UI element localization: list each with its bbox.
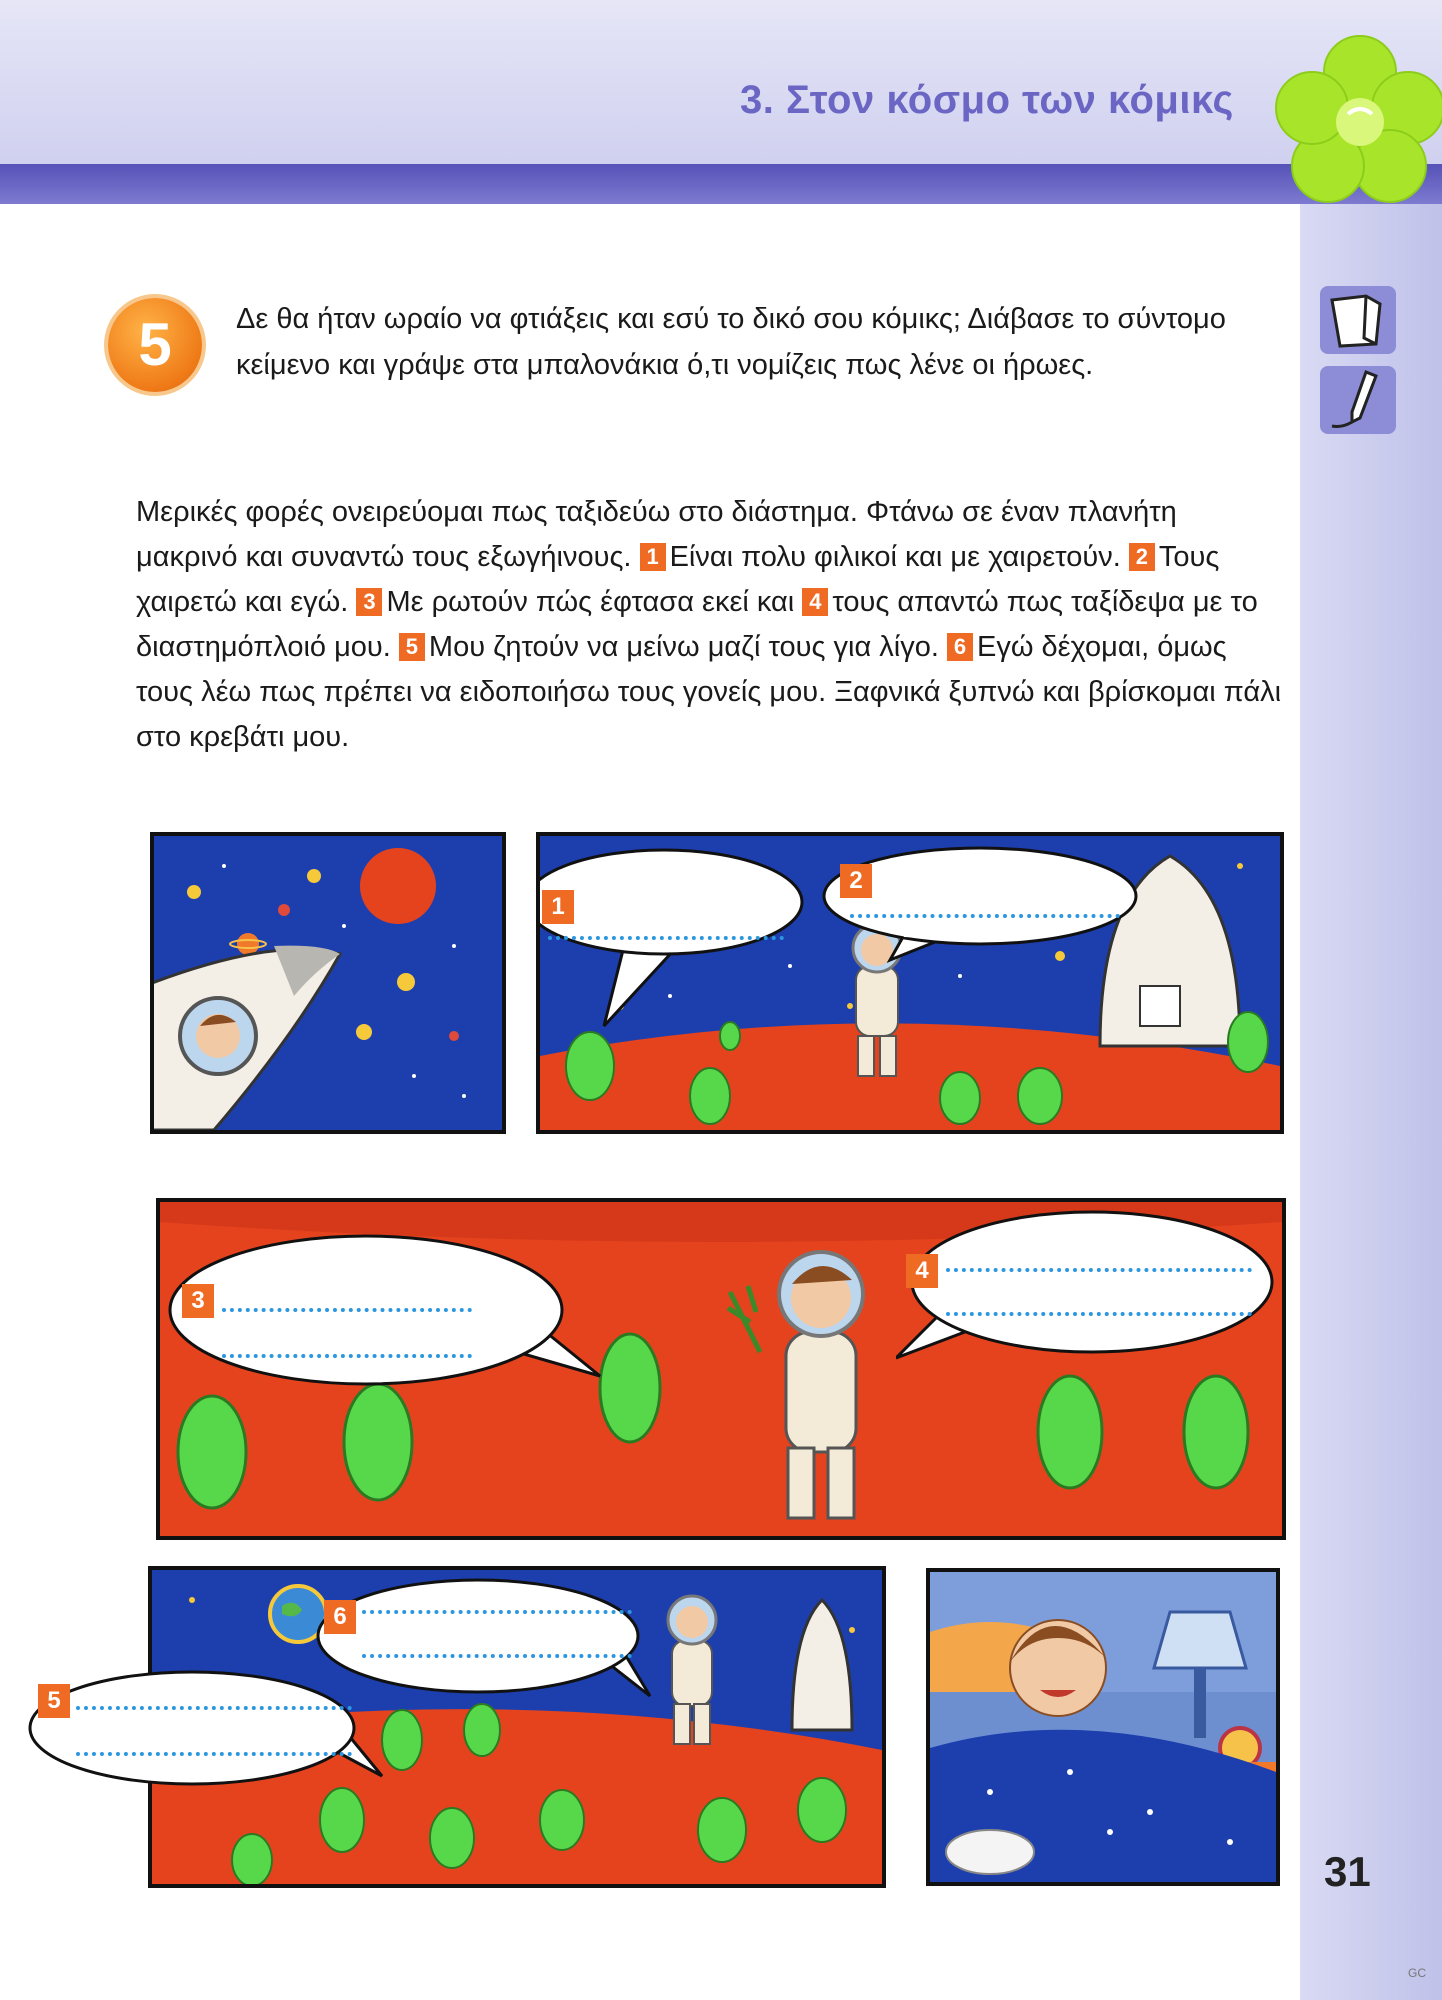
write-line[interactable] bbox=[946, 1312, 1252, 1316]
write-line[interactable] bbox=[548, 936, 784, 940]
chapter-title: 3. Στον κόσμο των κόμικς bbox=[740, 78, 1234, 122]
speech-bubble-3[interactable] bbox=[166, 1226, 596, 1396]
cat bbox=[946, 1830, 1034, 1874]
write-line[interactable] bbox=[76, 1706, 352, 1710]
bubble-number: 1 bbox=[542, 890, 574, 924]
page-number: 31 bbox=[1324, 1848, 1371, 1895]
story-part-1: Είναι πολυ φιλικοί και με χαιρετούν. bbox=[669, 541, 1121, 573]
speech-bubble-2[interactable] bbox=[820, 840, 1140, 960]
speech-bubble-1[interactable] bbox=[536, 846, 804, 956]
story-marker-4: 4 bbox=[802, 588, 828, 616]
corner-mark: GC bbox=[1408, 1966, 1426, 1980]
story-part-3: Με ρωτούν πώς έφτασα εκεί και bbox=[386, 586, 795, 618]
flower-icon bbox=[1270, 30, 1442, 210]
exercise-number-badge bbox=[108, 298, 202, 392]
header-stripe bbox=[0, 164, 1442, 204]
write-line[interactable] bbox=[222, 1354, 472, 1358]
side-rail bbox=[1300, 204, 1442, 2000]
comic-panel-rocket bbox=[150, 832, 506, 1134]
write-line[interactable] bbox=[362, 1654, 632, 1658]
bubble-number: 6 bbox=[324, 1600, 356, 1634]
story-marker-1: 1 bbox=[640, 543, 666, 571]
boy bbox=[1010, 1620, 1106, 1716]
pencil-icon bbox=[1320, 366, 1396, 434]
story-marker-2: 2 bbox=[1129, 543, 1155, 571]
story-marker-6: 6 bbox=[947, 633, 973, 661]
write-line[interactable] bbox=[362, 1610, 632, 1614]
red-planet bbox=[360, 848, 436, 924]
story-part-5: Μου ζητούν να μείνω μαζί τους για λίγο. bbox=[428, 631, 939, 663]
comic-panel-landing bbox=[536, 832, 1284, 1134]
lamp bbox=[1154, 1612, 1246, 1668]
comic-panel-bedroom bbox=[926, 1568, 1280, 1886]
story-part-4: τους απαντώ πως ταξίδεψα με το διαστημόπλοιό μου. bbox=[136, 586, 1258, 663]
bubble-number: 3 bbox=[182, 1284, 214, 1318]
story-text bbox=[136, 490, 1286, 760]
exercise-number: 5 bbox=[138, 311, 172, 378]
write-line[interactable] bbox=[946, 1268, 1252, 1272]
bubble-number: 4 bbox=[906, 1254, 938, 1288]
pencil-button[interactable] bbox=[1320, 366, 1396, 434]
book-icon bbox=[1320, 286, 1396, 354]
book-button[interactable] bbox=[1320, 286, 1396, 354]
story-part-0: Μερικές φορές ονειρεύομαι πως ταξιδεύω στο διάστημα. Φτάνω σε έναν πλανήτη μακρινό και συναντώ τους εξωγήινους. bbox=[136, 496, 1177, 573]
bubble-number: 5 bbox=[38, 1684, 70, 1718]
write-line[interactable] bbox=[850, 914, 1120, 918]
bubble-number: 2 bbox=[840, 864, 872, 898]
write-line[interactable] bbox=[222, 1308, 472, 1312]
comic-panel-meeting bbox=[156, 1198, 1286, 1540]
story-marker-3: 3 bbox=[356, 588, 382, 616]
speech-bubble-5[interactable] bbox=[26, 1666, 366, 1786]
story-marker-5: 5 bbox=[399, 633, 425, 661]
story-part-6: Εγώ δέχομαι, όμως τους λέω πως πρέπει να ειδοποιήσω τους γονείς μου. Ξαφνικά ξυπνώ και βρίσκομαι πάλι στο κρεβάτι μου. bbox=[136, 631, 1282, 753]
exercise-instruction: Δε θα ήταν ωραίο να φτιάξεις και εσύ το δικό σου κόμικς; Διάβασε το σύντομο κείμενο και γράψε στα μπαλονάκια ό,τι νομίζεις πως λένε οι ήρωες. bbox=[236, 303, 1226, 381]
story-part-2: Τους χαιρετώ και εγώ. bbox=[136, 541, 1220, 618]
write-line[interactable] bbox=[76, 1752, 352, 1756]
speech-bubble-4[interactable] bbox=[896, 1208, 1276, 1358]
